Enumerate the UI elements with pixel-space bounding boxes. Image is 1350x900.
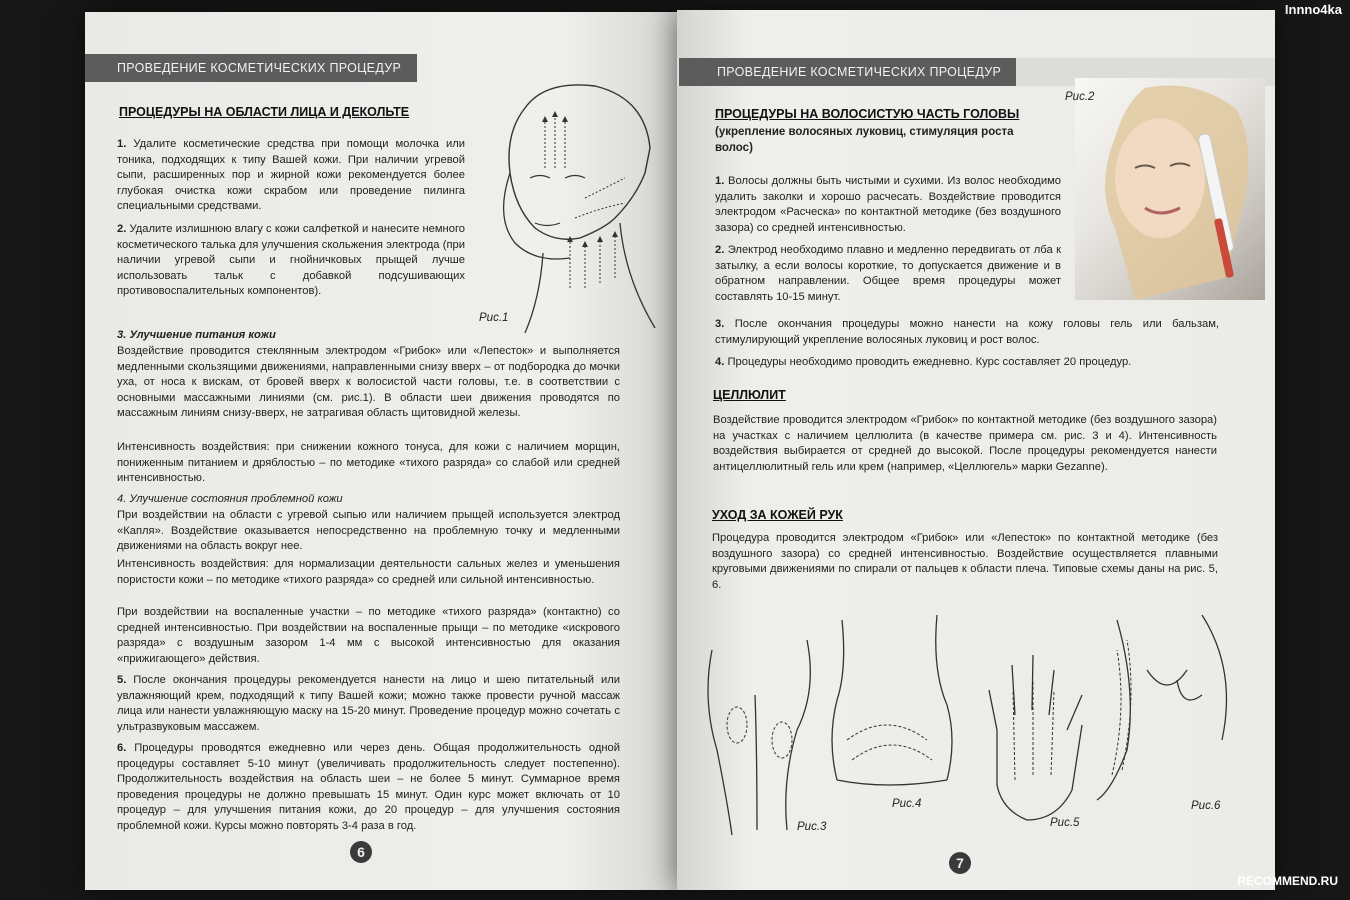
left-p3b: Интенсивность воздействия: при снижении кожного тонуса, для кожи с наличием морщин, пониженным питанием и дряблостью – по методике «тихого разряда» со слабой или средней интенсивностью.	[117, 441, 620, 485]
right-subtitle: (укрепление волосяных луковиц, стимуляция роста волос)	[715, 126, 1014, 154]
left-p1: 1. Удалите косметические средства при помощи молочка или тоника, подходящих к типу Вашей кожи. При наличии угревой сыпи, расширенных пор и жирной кожи рекомендуется более глубокая очистка кожи скрабом или проведение пилинга специальными средствами.	[117, 138, 465, 213]
right-title: ПРОЦЕДУРЫ НА ВОЛОСИСТУЮ ЧАСТЬ ГОЛОВЫ	[715, 107, 1020, 121]
right-page-number: 7	[949, 852, 971, 874]
left-p3-head: 3. Улучшение питания кожи	[117, 329, 276, 341]
fig1-caption: Рис.1	[479, 312, 509, 324]
fig4-caption: Рис.4	[892, 798, 922, 810]
cellulite-text: Воздействие проводится электродом «Грибок» по контактной методике (без воздушного зазора) на участках с наличием целлюлита (в качестве примера см. рис. 3 и 4). Интенсивность воздействия выбирается от средней до высокой. После процедуры рекомендуется нанести антицеллюлитный гель или крем (например, «Целлюгель» марки Gezanne).	[713, 414, 1217, 473]
cellulite-title: ЦЕЛЛЮЛИТ	[713, 388, 786, 402]
fig2-caption: Рис.2	[1065, 91, 1095, 103]
left-page	[85, 12, 677, 890]
fig6-caption: Рис.6	[1191, 800, 1221, 812]
left-p3a: Воздействие проводится стеклянным электродом «Грибок» или «Лепесток» и выполняется медленными скользящими движениями, направленными снизу вверх – от подбородка до мочки уха, от носа к вискам, от бровей вверх к волосистой части головы, т.е. в соответствии с основными массажными линиями (см. рис.1). В области шеи движения проводятся по массажным линиям снизу-вверх, не затрагивая область щитовидной железы.	[117, 345, 620, 420]
left-p4-head: 4. Улучшение состояния проблемной кожи	[117, 493, 343, 505]
left-page-number: 6	[350, 841, 372, 863]
left-p6: 6. Процедуры проводятся ежедневно или через день. Общая продолжительность одной процедуры составляет 5-10 минут (увеличивать продолжительность следует постепенно). Продолжительность воздействия на область шеи – не более 5 минут. Суммарное время проведения процедуры не должно превышать 15 минут. Один курс может включать от 10 процедур – для улучшения питания кожи, до 20 процедур – для улучшения состояния проблемной кожи. Курсы можно повторять 3-4 раза в год.	[117, 742, 620, 832]
cellulite-hands-diagrams	[697, 610, 1247, 840]
left-title: ПРОЦЕДУРЫ НА ОБЛАСТИ ЛИЦА И ДЕКОЛЬТЕ	[119, 105, 410, 119]
right-p3: 3. После окончания процедуры можно нанести на кожу головы гель или бальзам, стимулирующий укрепление волосяных луковиц и рост волос.	[715, 318, 1219, 346]
hands-text: Процедура проводится электродом «Грибок» или «Лепесток» по контактной методике (без воздушного зазора) со средней интенсивностью. Воздействие осуществляется плавными круговыми движениями по спирали от пальцев к области плеча. Типовые схемы даны на рис. 5, 6.	[712, 532, 1218, 591]
right-p4: 4. Процедуры необходимо проводить ежедневно. Курс составляет 20 процедур.	[715, 356, 1132, 368]
right-header: ПРОВЕДЕНИЕ КОСМЕТИЧЕСКИХ ПРОЦЕДУР	[679, 58, 1016, 86]
right-page	[677, 10, 1275, 890]
face-diagram	[485, 78, 665, 338]
hair-photo	[1075, 78, 1265, 300]
left-header: ПРОВЕДЕНИЕ КОСМЕТИЧЕСКИХ ПРОЦЕДУР	[85, 54, 417, 82]
hands-title: УХОД ЗА КОЖЕЙ РУК	[712, 508, 843, 522]
fig3-caption: Рис.3	[797, 821, 827, 833]
left-p4b: Интенсивность воздействия: для нормализации деятельности сальных желез и уменьшения пористости кожи – по методике «тихого разряда» со средней или сильной интенсивностью.	[117, 558, 620, 586]
fig5-caption: Рис.5	[1050, 817, 1080, 829]
left-p4a: При воздействии на области с угревой сыпью или наличием прыщей используется электрод «Капля». Воздействие оказывается непосредственно на проблемную точку и медленными движениями на область вокруг нее.	[117, 509, 620, 553]
right-p2: 2. Электрод необходимо плавно и медленно передвигать от лба к затылку, а если волосы короткие, то допускается движение и в обратном направлении. Общее время процедуры может составлять 10-15 минут.	[715, 244, 1061, 303]
watermark-bottom: RECOMMEND.RU	[1237, 874, 1338, 888]
left-p2: 2. Удалите излишнюю влагу с кожи салфеткой и нанесите немного косметического талька для улучшения скольжения электрода (при наличии угревой сыпи и гнойничковых прыщей лучше использовать тальк с добавкой подсушивающих противовоспалительных компонентов).	[117, 223, 465, 298]
left-p4c: При воздействии на воспаленные участки – по методике «тихого разряда» (контактно) со средней интенсивностью. При воздействии на воспаленные прыщи – по методике «искрового разряда» с воздушным зазором 1-4 мм с высокой интенсивностью для оказания «прижигающего» действия.	[117, 606, 620, 665]
right-p1: 1. Волосы должны быть чистыми и сухими. Из волос необходимо удалить заколки и хорошо расчесать. Воздействие проводится электродом «Расческа» по контактной методике (без воздушного зазора) со средней интенсивностью.	[715, 175, 1061, 234]
watermark-top: Innno4ka	[1284, 2, 1342, 17]
left-p5: 5. После окончания процедуры рекомендуется нанести на лицо и шею питательный или увлажняющий крем, подходящий к типу Вашей кожи; можно также провести ручной массаж лица или нанести увлажняющую маску на 15-20 минут. Проведение процедур можно сочетать с ультразвуковым массажем.	[117, 674, 620, 733]
